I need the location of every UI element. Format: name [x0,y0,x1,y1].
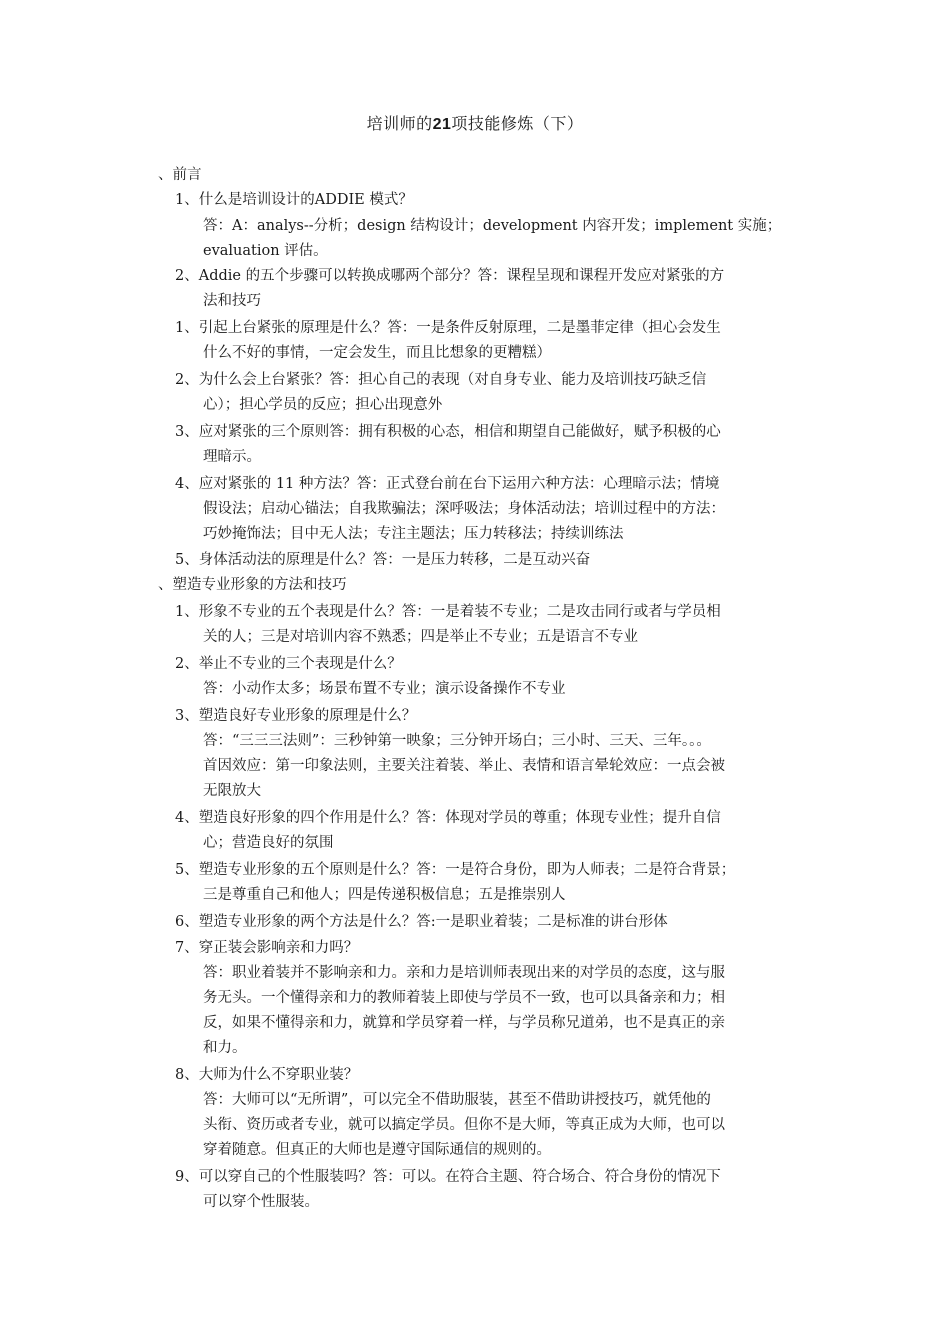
item-continuation: 和力。 [203,1040,247,1056]
title-number: 21 [432,116,452,133]
item-continuation: 理暗示。 [203,449,261,465]
item-continuation: 无限放大 [203,783,261,799]
item-continuation: 三是尊重自己和他人；四是传递积极信息；五是推崇别人 [203,887,566,903]
numbered-item: 3、塑造良好专业形象的原理是什么？ [175,708,417,724]
numbered-item: 1、什么是培训设计的ADDIE 模式？ [175,192,413,208]
item-continuation: 可以穿个性服装。 [203,1194,319,1210]
numbered-item: 2、Addie 的五个步骤可以转换成哪两个部分？答：课程呈现和课程开发应对紧张的方 [175,268,725,284]
item-continuation: 巧妙掩饰法；目中无人法；专注主题法；压力转移法；持续训练法 [203,526,624,542]
numbered-item: 6、塑造专业形象的两个方法是什么？答:一是职业着装；二是标准的讲台形体 [175,914,668,930]
section-heading: 、前言 [158,167,202,183]
item-continuation: 心）；担心学员的反应；担心出现意外 [203,397,443,413]
item-continuation: 穿着随意。但真正的大师也是遵守国际通信的规则的。 [203,1142,551,1158]
item-continuation: 答：“三三三法则”：三秒钟第一映象；三分钟开场白；三小时、三天、三年。。。 [203,733,711,749]
numbered-item: 1、引起上台紧张的原理是什么？答：一是条件反射原理，二是墨菲定律（担心会发生 [175,320,721,336]
numbered-item: 2、为什么会上台紧张？答：担心自己的表现（对自身专业、能力及培训技巧缺乏信 [175,372,707,388]
numbered-item: 8、大师为什么不穿职业装？ [175,1067,359,1083]
numbered-item: 5、塑造专业形象的五个原则是什么？答：一是符合身份，即为人师表；二是符合背景； [175,862,736,878]
item-continuation: 假设法；启动心锚法；自我欺骗法；深呼吸法；身体活动法；培训过程中的方法： [203,501,725,517]
numbered-item: 4、应对紧张的 11 种方法？答：正式登台前在台下运用六种方法：心理暗示法；情境 [175,476,720,492]
numbered-item: 5、身体活动法的原理是什么？答：一是压力转移，二是互动兴奋 [175,552,591,568]
item-continuation: evaluation 评估。 [203,243,328,259]
numbered-item: 3、应对紧张的三个原则答：拥有积极的心态，相信和期望自己能做好，赋予积极的心 [175,424,721,440]
item-continuation: 什么不好的事情，一定会发生，而且比想象的更糟糕） [203,345,551,361]
numbered-item: 1、形象不专业的五个表现是什么？答：一是着装不专业；二是攻击同行或者与学员相 [175,604,721,620]
item-continuation: 关的人；三是对培训内容不熟悉；四是举止不专业；五是语言不专业 [203,629,638,645]
item-continuation: 务无头。一个懂得亲和力的教师着装上即使与学员不一致，也可以具备亲和力；相 [203,990,725,1006]
item-continuation: 法和技巧 [203,293,261,309]
numbered-item: 2、举止不专业的三个表现是什么？ [175,656,402,672]
title-suffix: 项技能修炼（下） [451,114,584,133]
item-continuation: 答：小动作太多；场景布置不专业；演示设备操作不专业 [203,681,566,697]
item-continuation: 反，如果不懂得亲和力，就算和学员穿着一样，与学员称兄道弟，也不是真正的亲 [203,1015,725,1031]
item-continuation: 答：A：analys--分析；design 结构设计；development 内容开发；implement 实施； [203,218,782,234]
numbered-item: 4、塑造良好形象的四个作用是什么？答：体现对学员的尊重；体现专业性；提升自信 [175,810,721,826]
item-continuation: 答：职业着装并不影响亲和力。亲和力是培训师表现出来的对学员的态度，这与服 [203,965,725,981]
item-continuation: 首因效应：第一印象法则，主要关注着装、举止、表情和语言晕轮效应：一点会被 [203,758,725,774]
title-prefix: 培训师的 [366,114,433,133]
numbered-item: 7、穿正装会影响亲和力吗？ [175,940,359,956]
item-continuation: 心；营造良好的氛围 [203,835,334,851]
item-continuation: 答：大师可以“无所谓”，可以完全不借助服装，甚至不借助讲授技巧，就凭他的 [203,1092,711,1108]
document-title [0,113,950,136]
section-heading: 、塑造专业形象的方法和技巧 [158,577,347,593]
numbered-item: 9、可以穿自己的个性服装吗？答：可以。在符合主题、符合场合、符合身份的情况下 [175,1169,721,1185]
item-continuation: 头衔、资历或者专业，就可以搞定学员。但你不是大师，等真正成为大师，也可以 [203,1117,725,1133]
